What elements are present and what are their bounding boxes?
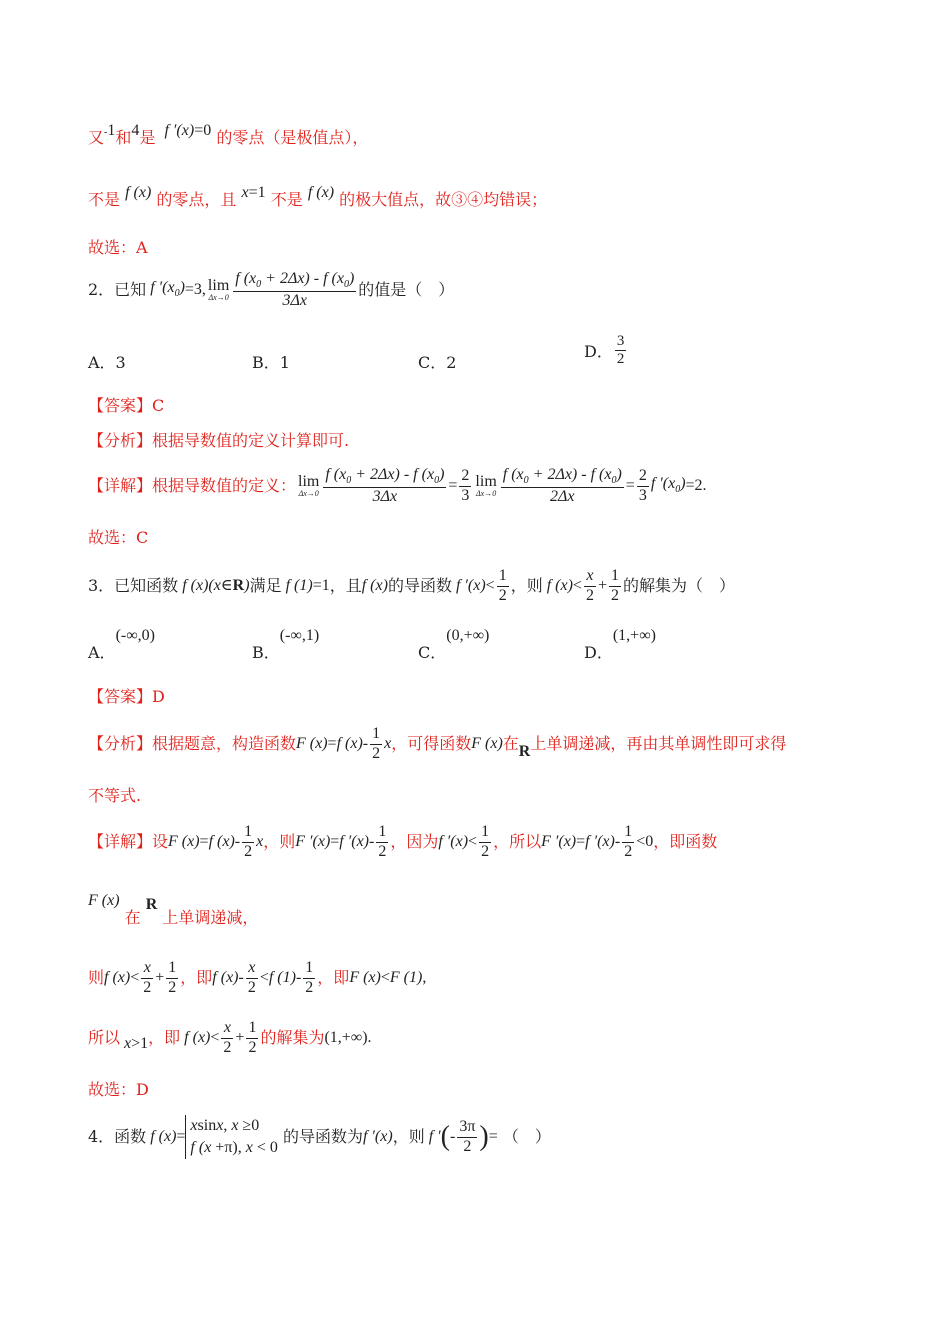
text: 的零点（是极值点）， [216,128,369,147]
text: 【详解】根据导数值的定义： [88,476,297,495]
text: （ ） [502,1127,551,1146]
formula: f (x) [125,184,152,201]
text: 所以 [88,1028,121,1047]
text: B． [252,643,280,662]
detail-line-2: F (x) 在 R 上单调递减， [88,892,259,927]
option-c: C．2 [418,353,457,372]
text: 4．函数 [88,1127,147,1146]
text: ，则 [392,1127,425,1146]
option-d [584,333,628,369]
text: 在 [502,734,519,753]
answer-label: 【答案】C [88,396,165,415]
text: D． [584,342,613,362]
fraction: $\frac{2}{3}$ [638,467,647,504]
text: 的解集为（ ） [622,576,735,595]
analysis-line: 【分析】根据题意，构造函数 F (x) = f (x) - $\frac{1}{2}$ x ，可得函数 F (x) 在 R 上单调递减，再由其单调性即可求得 [88,725,787,762]
text: ，因为 [390,832,439,851]
line-not-zero: 不是 f (x) 的零点，且 x=1 不是 f (x) 的极大值点，故③④均错误； [88,184,548,209]
fraction: $\frac{2}{3}$ [461,467,470,504]
formula: x [241,184,249,201]
text: 则 [88,968,105,987]
text: 的极大值点，故③④均错误； [339,190,548,209]
question-4: 4．函数 f (x) = xsinx, x ≥0 f (x +π), x < 0 的导函数为 f ′(x) ，则 f ′ ( - $\frac{3\pi}{2}$ ) = （ ） [88,1112,551,1162]
text: 又 [88,128,105,147]
text: 的解集为 [260,1028,325,1047]
limit: lim Δx→0 [475,472,497,498]
text: 在 [124,908,141,927]
text: A． [88,643,116,662]
text: 【分析】根据题意，构造函数 [88,734,297,753]
limit: lim Δx→0 [298,472,320,498]
choice-c: 故选：C [88,528,149,547]
text: ，即函数 [653,832,718,851]
text: D． [584,643,613,662]
text: ，则 [510,576,543,595]
option-d: D．(1,+∞) [584,627,656,662]
text: ，所以 [493,832,542,851]
analysis-line-2: 不等式. [88,786,142,805]
question-3: 3．已知函数 f (x)(x∈R) 满足 f (1) =1 ，且 f (x) 的导函数 f ′(x) < $\frac{1}{2}$ ，则 f (x) < $\frac{x}{2}$ + $\frac{1}{2}$ 的解集为（ ） [88,567,735,604]
text: 满足 [249,576,282,595]
choice-a: 故选：A [88,238,148,257]
detail-line: 【详解】根据导数值的定义： lim Δx→0 $\frac{f (x_0 + 2\Delta x) - f (x_0)}{3\Delta x}$ = $\frac{2}{3}$ lim Δx→0 $\frac{f (x_0 + 2\Delta x) - f (x_0)}{2\Delta x}$ = $\frac{2}{3}$ f $'(x_0)$ =2. [88,465,707,505]
text: 2．已知 [88,280,147,299]
text: 是 [139,128,156,147]
text: 的值是（ ） [358,280,455,299]
formula: f $'(x_0)$ [146,279,185,300]
text: ，即 [180,968,213,987]
text: 的导函数 [387,576,452,595]
formula: f ′(x) [160,122,195,139]
text: ，可得函数 [391,734,472,753]
text: ，即 [148,1028,181,1047]
text: ，则 [263,832,296,851]
text: 的零点，且 [156,190,237,209]
line-zero-points: 又-1和4是 f ′(x)=0 的零点（是极值点）， [88,122,369,147]
text: ，即 [317,968,350,987]
choice-d: 故选：D [88,1080,149,1099]
fraction: $\frac{f (x_0 + 2\Delta x) - f (x_0)}{3\Delta x}$ [235,269,355,309]
then-line: 则 f (x) < $\frac{x}{2}$ + $\frac{1}{2}$ ，即 f (x) - $\frac{x}{2}$ < f (1) - $\frac{1}{2}$ ，即 F (x) < F (1) , [88,959,427,996]
text: ，且 [329,576,362,595]
option-a: A．(-∞,0) [88,627,155,662]
formula: f (x) [307,184,335,201]
piecewise: xsinx, x ≥0 f (x +π), x < 0 [185,1115,277,1158]
answer-label: 【答案】D [88,687,165,706]
detail-line: 【详解】设 F (x) = f (x) - $\frac{1}{2}$ x ，则 F ′(x) = f ′(x) - $\frac{1}{2}$ ，因为 f ′(x) < $\frac{1}{2}$ ，所以 F ′(x) = f ′(x) - $\frac{1}{2}$ <0 ，即函数 [88,823,718,860]
text: 和 [115,128,132,147]
limit: lim Δx→0 [207,276,230,302]
text: 不是 [270,190,303,209]
text: 的导函数为 [282,1127,363,1146]
text: 3．已知函数 [88,576,179,595]
text: 【详解】设 [88,832,169,851]
option-b: B．(-∞,1) [252,627,320,662]
option-c: C．(0,+∞) [418,627,490,662]
text: C． [418,643,447,662]
text: 上单调递减，再由其单调性即可求得 [530,734,787,753]
analysis-label: 【分析】根据导数值的定义计算即可. [88,431,350,450]
fraction: $\frac{f (x_0 + 2\Delta x) - f (x_0)}{2\Delta x}$ [502,465,622,505]
option-a: A．3 [88,353,126,372]
question-2: 2．已知 f $'(x_0)$ =3, lim Δx→0 $\frac{f (x_0 + 2\Delta x) - f (x_0)}{3\Delta x}$ 的值是（ ） [88,269,455,309]
text: 不是 [88,190,121,209]
so-line: 所以 x >1 ，即 f (x) < $\frac{x}{2}$ + $\frac{1}{2}$ 的解集为 (1,+∞). [88,1019,372,1056]
fraction: $\frac{f (x_0 + 2\Delta x) - f (x_0)}{3\Delta x}$ [325,465,445,505]
option-b: B．1 [252,353,290,372]
text: 上单调递减， [162,908,259,927]
fraction: $\frac{3}{2}$ [616,333,625,368]
